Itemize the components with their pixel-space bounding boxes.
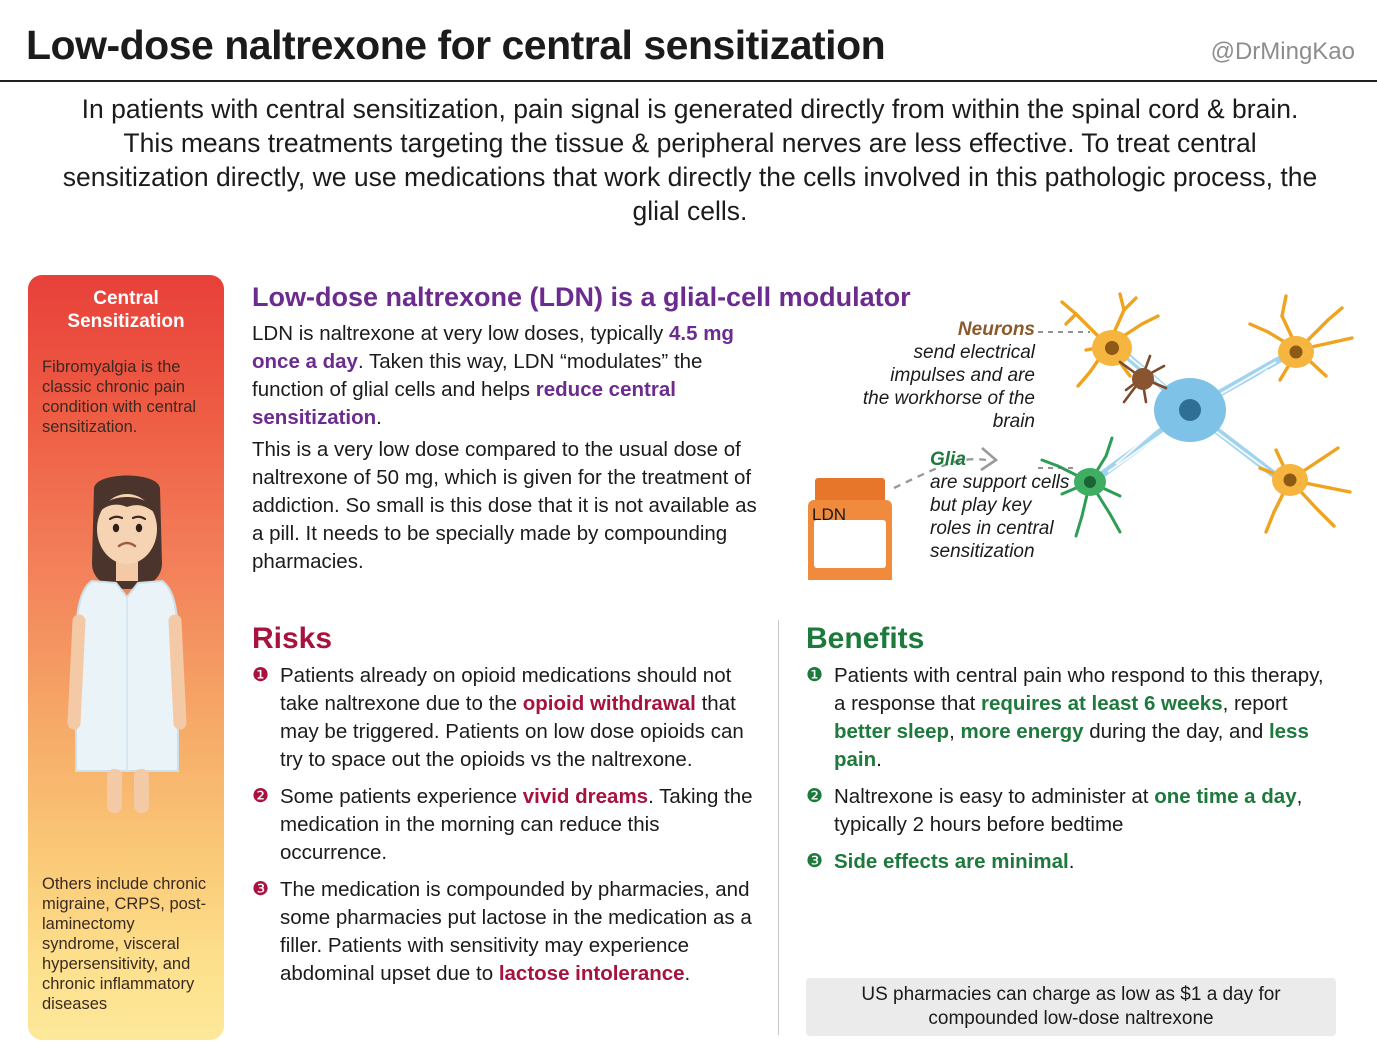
risk-2-c: . Taking the medication in the morning can reduce this occurrence.: [280, 785, 753, 864]
risk-3-a: The medication is compounded by pharmacies, and some pharmacies put lactose in the medication as a filler. Patients with sensitivity may experience abdominal upset due to: [280, 878, 752, 985]
list-item: [252, 876, 762, 988]
benefit-3-highlight: Side effects are minimal: [834, 850, 1069, 873]
panel-paragraph-2: Others include chronic migraine, CRPS, post-laminectomy syndrome, visceral hypersensitivity, and chronic inflammatory diseases: [42, 874, 207, 1013]
glia-label: [930, 448, 1070, 563]
ldn-heading: Low-dose naltrexone (LDN) is a glial-cell modulator: [252, 282, 911, 312]
ldn-bottle-icon: [808, 478, 892, 580]
glia-label-title: Glia: [930, 449, 966, 470]
risk-bullet-3: ❸: [252, 879, 270, 900]
ldn-p1-e: .: [376, 406, 382, 429]
risk-3-c: .: [684, 962, 691, 985]
author-handle: @DrMingKao: [1210, 38, 1355, 65]
risks-heading: Risks: [252, 622, 333, 655]
risk-bullet-1: ❶: [252, 665, 270, 686]
list-item: [806, 848, 1336, 876]
column-divider: [778, 620, 779, 1035]
benefit-1-a: Patients with central pain who respond to this therapy, a response that: [834, 664, 1324, 715]
risk-1-c: that may be triggered. Patients on low dose opioids can try to space out the opioids vs the naltrexone.: [280, 692, 744, 771]
neurons-label-text: send electrical impulses and are the workhorse of the brain: [862, 342, 1035, 432]
risk-1-a: Patients already on opioid medications should not take naltrexone due to the: [280, 664, 732, 715]
benefit-1-sleep: better sleep: [834, 720, 950, 743]
ldn-paragraph-2: This is a very low dose compared to the usual dose of naltrexone of 50 mg, which is given for the treatment of addiction. So small is this dose that it is not available as a pill. It needs to be specially made by compounding pharmacies.: [252, 438, 757, 573]
benefits-heading: Benefits: [806, 622, 925, 655]
benefit-2-c: , typically 2 hours before bedtime: [834, 785, 1303, 836]
benefit-1-e: ,: [949, 720, 961, 743]
page-header: [0, 0, 1377, 82]
benefit-3-c: .: [1068, 850, 1075, 873]
risks-list: [252, 662, 762, 997]
bottle-label-text: LDN: [812, 505, 847, 524]
risk-2-a: Some patients experience: [280, 785, 523, 808]
intro-paragraph: In patients with central sensitization, pain signal is generated directly from within the spinal cord & brain. This means treatments targeting the tissue & peripheral nerves are less effective. To treat central sensitization directly, we use medications that work directly the cells involved in this pathologic process, the glial cells.: [62, 94, 1318, 226]
list-item: [252, 783, 762, 867]
ldn-reduce-highlight: reduce central sensitization: [252, 378, 676, 429]
neurons-label-title: Neurons: [957, 319, 1035, 340]
panel-paragraph-1: Fibromyalgia is the classic chronic pain condition with central sensitization.: [42, 358, 197, 436]
ldn-p1-a: LDN is naltrexone at very low doses, typically: [252, 322, 670, 345]
glia-label-text: are support cells but play key roles in central sensitization: [930, 472, 1070, 562]
benefit-1-weeks: requires at least 6 weeks: [981, 692, 1223, 715]
risk-2-highlight: vivid dreams: [522, 785, 649, 808]
benefit-1-i: .: [876, 748, 882, 771]
benefit-1-energy: more energy: [960, 720, 1084, 743]
benefit-2-a: Naltrexone is easy to administer at: [834, 785, 1155, 808]
list-item: [252, 662, 762, 774]
central-sensitization-panel: [28, 275, 224, 1040]
pharmacy-cost-note: US pharmacies can charge as low as $1 a day for compounded low-dose naltrexone: [806, 978, 1336, 1036]
benefit-bullet-2: ❷: [806, 786, 824, 807]
risk-bullet-2: ❷: [252, 786, 270, 807]
benefit-1-pain: less pain: [834, 720, 1309, 771]
risk-1-highlight: opioid withdrawal: [522, 692, 696, 715]
neurons-label: [860, 318, 1035, 433]
panel-title: Central Sensitization: [67, 288, 185, 332]
benefit-bullet-3: ❸: [806, 851, 824, 872]
ldn-dose-highlight: 4.5 mg once a day: [252, 322, 734, 373]
page-title: Low-dose naltrexone for central sensitization: [26, 22, 886, 68]
benefit-1-c: , report: [1222, 692, 1288, 715]
ldn-p1-c: . Taken this way, LDN “modulates” the function of glial cells and helps: [252, 350, 703, 401]
benefit-bullet-1: ❶: [806, 665, 824, 686]
list-item: [806, 783, 1336, 839]
risk-3-highlight: lactose intolerance: [498, 962, 685, 985]
benefits-list: [806, 662, 1336, 885]
benefit-2-highlight: one time a day: [1154, 785, 1297, 808]
list-item: [806, 662, 1336, 774]
patient-illustration: [52, 471, 202, 821]
benefit-1-g: during the day, and: [1083, 720, 1269, 743]
ldn-paragraph-1: [252, 320, 772, 432]
